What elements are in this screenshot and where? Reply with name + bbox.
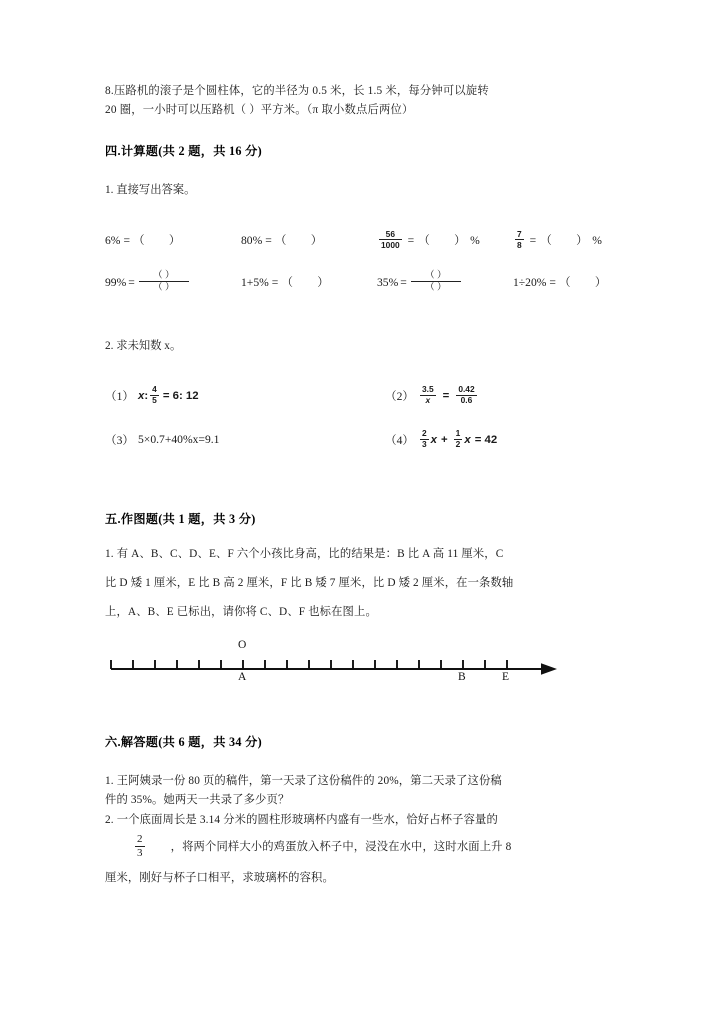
number-line-label-B: B [458, 670, 466, 683]
fraction-1-2 [454, 429, 463, 449]
fraction-2-3-body [135, 834, 145, 860]
calc-item-1div20pct [513, 274, 649, 290]
fraction-numerator: 3.5 [422, 384, 434, 395]
blank-fraction-denominator: （ ） [153, 282, 175, 293]
calc-1-1-op: = [123, 233, 131, 247]
fraction-numerator: 2 [135, 834, 145, 847]
equation-4-var-1: x [430, 433, 438, 446]
fraction-denominator: 3 [422, 439, 427, 450]
section-six-q2-line-3: 厘米，刚好与杯子口相平，求玻璃杯的容积。 [105, 872, 334, 885]
calc-1-1-left: 6% [105, 233, 121, 247]
calc-1-2-left: 80% [241, 233, 263, 247]
calc-2-1-op: = [128, 275, 135, 289]
question-8-line-2: 20 圈，一小时可以压路机（ ）平方米。（π 取小数点后两位） [105, 104, 414, 116]
equation-4-tail: = 42 [474, 433, 498, 446]
blank-fraction-denominator: （ ） [425, 282, 447, 293]
calc-1-4-blank: （ ） [540, 234, 589, 248]
axis-arrowhead [541, 663, 557, 675]
calc-1-4-suffix: % [592, 233, 602, 247]
fraction-denominator: 1000 [381, 239, 400, 250]
calc-2-2-left: 1+5% [241, 275, 269, 289]
fraction-7-8 [515, 230, 524, 250]
blank-fraction-35 [411, 271, 461, 294]
equation-4 [385, 430, 665, 450]
calc-2-3-left: 35% [377, 275, 399, 289]
calc-2-4-left: 1÷20% [513, 275, 547, 289]
fraction-3point5-over-x [420, 385, 436, 405]
section-five-question-line-3: 上，A、B、E 已标出，请你将 C、D、F 也标在图上。 [105, 605, 377, 618]
fraction-denominator: 5 [152, 395, 157, 406]
calc-item-35pct [377, 271, 513, 294]
blank-fraction-numerator: （ ） [139, 271, 189, 283]
section-four-heading: 四.计算题(共 2 题，共 16 分) [105, 144, 263, 158]
calc-item-1plus5pct [241, 274, 377, 290]
equation-row-1 [105, 386, 617, 406]
equation-2-body [418, 386, 479, 406]
section-six-question-1 [105, 772, 617, 811]
section-five-question-line-2: 比 D 矮 1 厘米，E 比 B 高 2 厘米，F 比 B 矮 7 厘米，比 D 矮 2 厘米，在一条数轴 [105, 576, 514, 589]
equation-4-body [418, 430, 497, 450]
blank-fraction-numerator: （ ） [411, 271, 461, 283]
calc-1-4-op: = [529, 233, 537, 247]
fraction-4-5 [150, 385, 159, 405]
question-8-number: 8. [105, 85, 114, 97]
calc-2-4-blank: （ ） [558, 276, 607, 290]
calc-item-7-8 [513, 230, 649, 250]
section-six-q2-line-2-text: ，将两个同样大小的鸡蛋放入杯子中，浸没在水中，这时水面上升 8 [170, 841, 512, 854]
question-8-text-line1: 压路机的滚子是个圆柱体，它的半径为 0.5 米，长 1.5 米，每分钟可以旋转 [113, 85, 489, 97]
calc-2-2-op: = [271, 275, 279, 289]
number-line-label-A: A [238, 670, 247, 683]
calc-item-80pct [241, 232, 377, 248]
equation-2 [385, 386, 665, 406]
section-five-question-line-1: 1. 有 A、B、C、D、E、F 六个小孩比身高，比的结果是：B 比 A 高 11 厘米，C [105, 547, 504, 560]
fraction-2-3 [420, 429, 429, 449]
axis-ticks [111, 660, 507, 669]
section-six-q2-line-1: 2. 一个底面周长是 3.14 分米的圆柱形玻璃杯内盛有一些水，恰好占杯子容量的 [105, 813, 498, 826]
calc-2-3-op: = [400, 275, 407, 289]
fraction-numerator: 56 [379, 230, 402, 241]
fraction-042-over-06 [456, 385, 476, 405]
equation-row-2 [105, 430, 617, 450]
calc-1-3-suffix: % [470, 233, 480, 247]
number-line-svg [105, 638, 565, 687]
fraction-numerator: 2 [422, 428, 427, 439]
number-line-label-O: O [238, 638, 247, 651]
equation-1-label: （1） [105, 389, 134, 403]
equation-4-label: （4） [385, 433, 414, 447]
equation-3-body: 5×0.7+40%x=9.1 [138, 433, 220, 447]
fraction-denominator: 8 [517, 239, 522, 250]
fraction-denominator: 0.6 [460, 395, 473, 406]
calc-2-1-left: 99% [105, 275, 127, 289]
equation-1-var: x [138, 389, 145, 402]
calc-2-2-blank: （ ） [281, 276, 330, 290]
number-line-label-E: E [502, 670, 510, 683]
section-four-sub1-label: 1. 直接写出答案。 [105, 184, 196, 196]
fraction-numerator: 0.42 [458, 384, 475, 395]
calc-row-1 [105, 230, 617, 250]
fraction-numerator: 4 [152, 384, 157, 395]
equation-4-var-2: x [464, 433, 471, 446]
equation-1-tail: = 6: 12 [162, 389, 199, 402]
equation-1 [105, 386, 385, 406]
equation-3-label: （3） [105, 433, 134, 447]
equation-2-label: （2） [385, 389, 414, 403]
fraction-numerator: 1 [455, 428, 461, 439]
section-four-sub2-label: 2. 求未知数 x。 [105, 339, 182, 352]
fraction-56-1000 [379, 230, 402, 250]
calc-item-56-1000 [377, 230, 513, 250]
fraction-denominator: 3 [137, 846, 143, 859]
calc-item-6pct [105, 232, 241, 248]
calc-1-2-blank: （ ） [274, 234, 323, 248]
equation-3 [105, 430, 385, 450]
blank-fraction-99 [139, 271, 189, 294]
equation-4-plus: + [441, 433, 448, 446]
equation-1-colon: : [144, 389, 149, 402]
calc-1-1-blank: （ ） [133, 234, 181, 248]
section-six-q1-line-1: 1. 王阿姨录一份 80 页的稿件，第一天录了这份稿件的 20%，第二天录了这份稿 [105, 774, 502, 787]
calc-1-2-op: = [265, 233, 272, 247]
fraction-denominator: x [425, 395, 431, 406]
fraction-denominator: 2 [455, 439, 461, 450]
question-8-block [105, 82, 617, 120]
equation-1-body [138, 386, 199, 406]
section-five-heading: 五.作图题(共 1 题，共 3 分) [105, 511, 256, 526]
equation-2-equals: = [442, 389, 450, 402]
question-8-line-1 [105, 82, 617, 101]
calc-1-3-op: = [407, 233, 415, 247]
calc-2-4-op: = [549, 275, 556, 289]
section-six-question-2 [105, 811, 617, 893]
section-six-q2-fraction-line [133, 830, 617, 864]
section-five-question-1 [105, 540, 617, 627]
calc-item-99pct [105, 271, 241, 294]
page-content [105, 82, 617, 892]
calc-row-2 [105, 271, 617, 294]
section-six-heading: 六.解答题(共 6 题，共 34 分) [105, 734, 263, 749]
section-six-q1-line-2: 件的 35%。她两天一共录了多少页？ [105, 794, 290, 807]
calc-1-3-blank: （ ） [418, 234, 467, 248]
number-line-figure [105, 638, 617, 703]
fraction-numerator: 7 [517, 228, 522, 239]
